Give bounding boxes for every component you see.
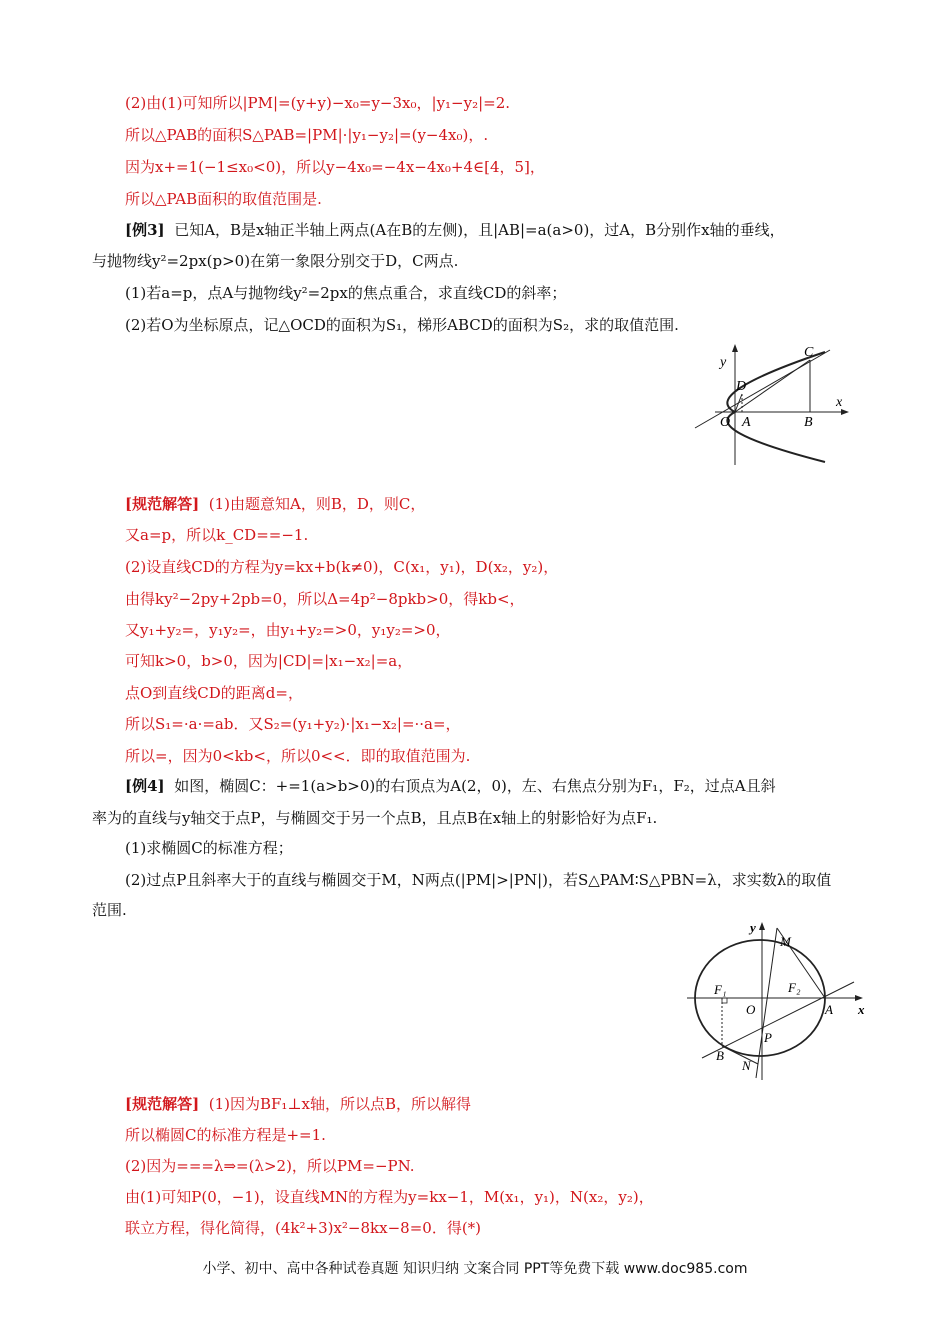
label-A: A xyxy=(742,415,751,430)
page-footer: 小学、初中、高中各种试卷真题 知识归纳 文案合同 PPT等免费下载 www.doc985.com xyxy=(202,1261,748,1277)
example-label: [例4] xyxy=(125,777,165,795)
text-line: (1)若a=p，点A与抛物线y²=2px的焦点重合，求直线CD的斜率； xyxy=(125,284,567,302)
text-line: 因为x+=1(−1≤x₀<0)，所以y−4x₀=−4x−4x₀+4∈[4，5]， xyxy=(125,158,545,176)
label-x: x xyxy=(858,1002,865,1017)
label-B: B xyxy=(716,1048,724,1063)
label-D: D xyxy=(736,379,747,394)
text-line: 率为的直线与y轴交于点P，与椭圆交于另一个点B，且点B在x轴上的射影恰好为点F₁. xyxy=(92,809,658,827)
parabola-figure xyxy=(690,340,860,470)
solution-text: (1)因为BF₁⊥x轴，所以点B，所以解得 xyxy=(208,1095,472,1113)
text-line: (2)若O为坐标原点，记△OCD的面积为S₁，梯形ABCD的面积为S₂，求的取值范围. xyxy=(125,316,679,334)
solution-3-heading xyxy=(125,494,425,514)
solution-label: [规范解答] xyxy=(125,1095,200,1113)
text-line: 又a=p，所以k_CD==−1. xyxy=(125,526,309,544)
example-4-heading xyxy=(125,776,776,796)
text-line: 由得ky²−2py+2pb=0，所以Δ=4p²−8pkb>0，得kb<， xyxy=(125,590,525,608)
text-line: 所以=，因为0<kb<，所以0<<．即的取值范围为. xyxy=(125,747,471,765)
label-N: N xyxy=(742,1058,751,1073)
label-A: A xyxy=(825,1002,833,1017)
text-line: 联立方程，得化简得，(4k²+3)x²−8kx−8=0．得(*) xyxy=(125,1219,482,1237)
label-B: B xyxy=(804,415,813,430)
text-line: 所以椭圆C的标准方程是+=1. xyxy=(125,1126,326,1144)
label-y: y xyxy=(750,920,756,935)
label-C: C xyxy=(804,345,814,360)
text-line: 由(1)可知P(0，−1)，设直线MN的方程为y=kx−1，M(x₁，y₁)，N(x₂，y₂)， xyxy=(125,1188,654,1206)
text-line: 与抛物线y²=2px(p>0)在第一象限分别交于D，C两点. xyxy=(92,252,459,270)
text-line: (2)因为===λ⇒=(λ>2)，所以PM=−PN. xyxy=(125,1157,415,1175)
label-F1: F₁ xyxy=(714,982,727,997)
label-x: x xyxy=(836,395,843,410)
text-line: 所以S₁=·a·=ab．又S₂=(y₁+y₂)·|x₁−x₂|=··a=， xyxy=(125,715,461,733)
text-line: (2)由(1)可知所以|PM|=(y+y)−x₀=y−3x₀，|y₁−y₂|=2. xyxy=(125,94,511,112)
example-3-heading xyxy=(125,220,785,240)
text-line: (2)过点P且斜率大于的直线与椭圆交于M，N两点(|PM|>|PN|)，若S△PAM∶S△PBN=λ，求实数λ的取值 xyxy=(125,871,832,889)
label-P: P xyxy=(764,1030,772,1045)
example-text: 如图，椭圆C：+=1(a>b>0)的右顶点为A(2，0)，左、右焦点分别为F₁，F₂，过点A且斜 xyxy=(174,777,776,795)
label-M: M xyxy=(780,934,791,949)
example-label: [例3] xyxy=(125,221,165,239)
label-O: O xyxy=(720,415,731,430)
text-line: 所以△PAB的面积S△PAB=|PM|·|y₁−y₂|=(y−4x₀)，. xyxy=(125,126,489,144)
text-line: (2)设直线CD的方程为y=kx+b(k≠0)，C(x₁，y₁)，D(x₂，y₂)， xyxy=(125,558,559,576)
solution-text: (1)由题意知A，则B，D，则C， xyxy=(208,495,426,513)
text-line: 所以△PAB面积的取值范围是. xyxy=(125,190,322,208)
ellipse-figure xyxy=(682,918,872,1083)
label-y: y xyxy=(720,355,727,370)
example-text: 已知A，B是x轴正半轴上两点(A在B的左侧)，且|AB|=a(a>0)，过A，B分别作x轴的垂线， xyxy=(174,221,785,239)
text-line: 又y₁+y₂=，y₁y₂=，由y₁+y₂=>0，y₁y₂=>0， xyxy=(125,621,451,639)
solution-4-heading xyxy=(125,1094,471,1114)
text-line: 点O到直线CD的距离d=， xyxy=(125,684,303,702)
label-O: O xyxy=(746,1002,756,1017)
text-line: (1)求椭圆C的标准方程； xyxy=(125,839,293,857)
text-line: 范围. xyxy=(92,901,127,919)
text-line: 可知k>0，b>0，因为|CD|=|x₁−x₂|=a， xyxy=(125,652,413,670)
solution-label: [规范解答] xyxy=(125,495,200,513)
label-F2: F₂ xyxy=(788,980,801,995)
